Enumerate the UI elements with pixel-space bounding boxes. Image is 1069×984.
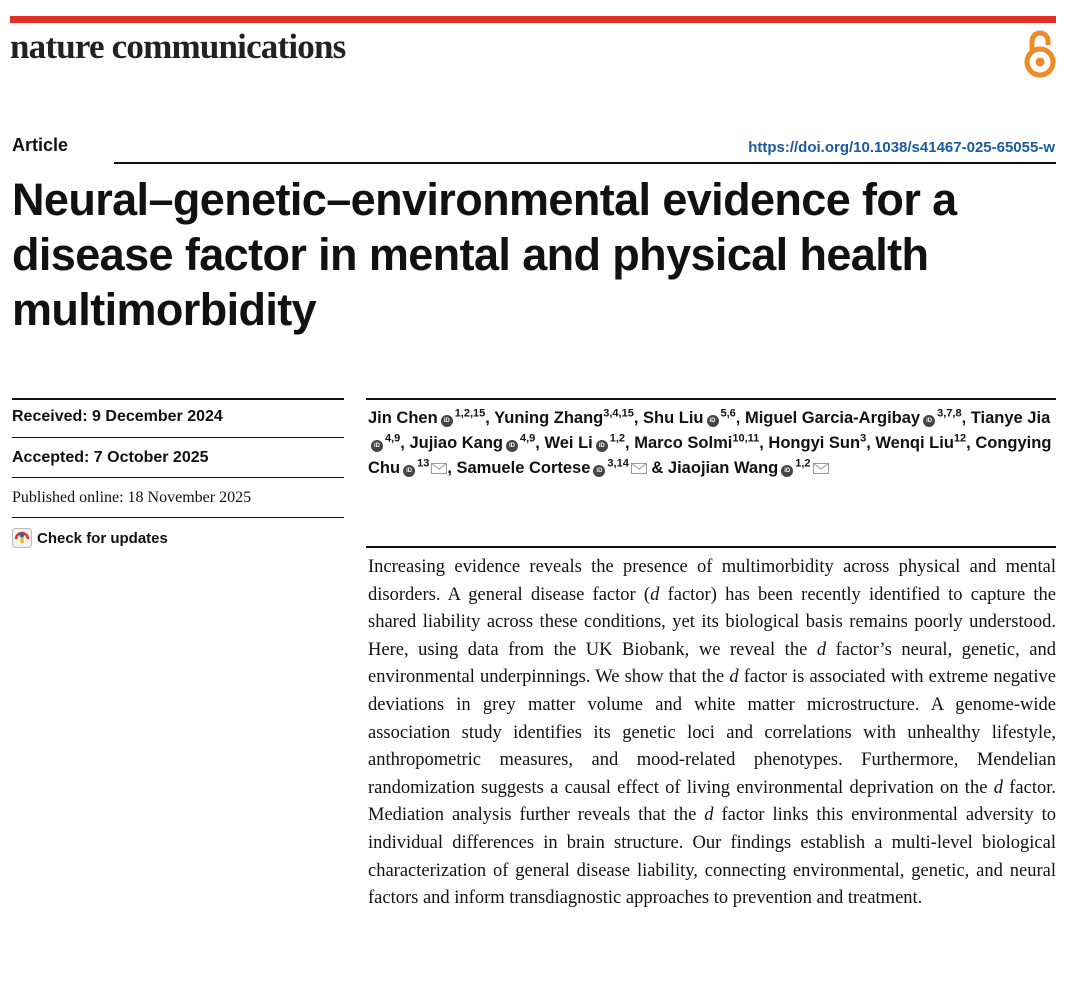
author-affiliation: 4,9 xyxy=(519,432,536,445)
orcid-icon[interactable]: iD xyxy=(403,465,415,477)
author[interactable]: Jin Chen xyxy=(368,409,438,427)
header-divider xyxy=(114,162,1056,164)
orcid-icon[interactable]: iD xyxy=(596,440,608,452)
orcid-icon[interactable]: iD xyxy=(593,465,605,477)
meta-divider xyxy=(12,517,344,518)
author-affiliation: 1,2 xyxy=(795,457,811,470)
abstract-text: factor) has been recently identified to capture the shared liability across these conditions, yet its biological basis remains poorly understood. Here, using data from the UK Biobank, we reveal the xyxy=(368,584,1056,660)
author[interactable]: Miguel Garcia-Argibay xyxy=(744,409,921,427)
author[interactable]: Hongyi Sun xyxy=(768,434,861,452)
check-updates-icon xyxy=(12,528,32,548)
abstract-italic-term: d xyxy=(650,584,660,605)
authors-divider xyxy=(366,398,1056,400)
orcid-icon[interactable]: iD xyxy=(506,440,518,452)
check-for-updates-button[interactable] xyxy=(12,528,168,548)
author-affiliation: 1,2 xyxy=(609,432,626,445)
author-affiliation: 4,9 xyxy=(385,432,401,445)
author-list: Jin Chen iD$^{1,2,15}$, Yuning Zhang$^{3,4,15}$, Shu Liu iD$^{5,6}$, Miguel Garcia-Argibay iD$^{3,7,8}$, Tianye JiaiD$^{4,9}$, Jujiao Kang iD$^{4,9}$, Wei Li iD$^{1,2}$, Marco Solmi$^{10,11}$, Hongyi Sun$^3$, Wenqi Liu$^{12}$, Congying Chu $iD^{13}$ , Samuele Cortese iD$^{3,14}$ & Jiaojian Wang iD$^{1,2}$ xyxy=(368,407,1052,477)
abstract-text: factor. Mediation analysis further reveals that the xyxy=(368,777,1056,826)
author-affiliation: 1,2,15 xyxy=(454,407,486,420)
email-icon[interactable] xyxy=(813,463,829,474)
orcid-icon[interactable]: iD xyxy=(923,415,935,427)
journal-top-bar xyxy=(10,16,1056,23)
author[interactable]: Wei Li xyxy=(544,434,593,452)
orcid-icon[interactable]: iD xyxy=(707,415,719,427)
orcid-icon[interactable]: iD xyxy=(781,465,793,477)
abstract xyxy=(368,554,1056,913)
abstract-italic-term: d xyxy=(704,805,714,826)
author-affiliation: 3 xyxy=(860,432,867,445)
author[interactable]: Yuning Zhang xyxy=(494,409,604,427)
accepted-date: Accepted: 7 October 2025 xyxy=(12,449,209,466)
email-icon[interactable] xyxy=(631,463,647,474)
author-affiliation: 12 xyxy=(953,432,967,445)
received-date: Received: 9 December 2024 xyxy=(12,408,223,425)
abstract-text: factor’s neural, genetic, and environmental underpinnings. We show that the xyxy=(368,639,1056,688)
abstract-italic-term: d xyxy=(816,639,827,660)
author[interactable]: Samuele Cortese xyxy=(456,459,591,477)
author[interactable]: Tianye Jia xyxy=(970,409,1051,427)
author-affiliation: 3,4,15 xyxy=(603,407,634,420)
author[interactable]: Wenqi Liu xyxy=(875,434,954,452)
journal-name[interactable]: nature communications xyxy=(10,27,346,66)
meta-divider xyxy=(12,477,344,478)
abstract-text: factor links this environmental adversity to individual differences in brain structure. Our findings establish a multi-level biological characterization of general disease liability, connecting environmental, genetic, and neural factors and inform transdiagnostic approaches to prevention and treatment. xyxy=(368,805,1056,909)
abstract-text: factor is associated with extreme negative deviations in grey matter volume and white matter microstructure. A genome-wide association study identifies its genetic loci and correlations with unhealthy lifestyle, anthropometric measures, and mood-related phenotypes. Furthermore, Mendelian randomization suggests a causal effect of living environmental deprivation on the xyxy=(368,667,1056,798)
abstract-italic-term: d xyxy=(729,667,739,688)
orcid-icon[interactable]: iD xyxy=(371,440,383,452)
check-updates-label: Check for updates xyxy=(37,529,168,547)
open-access-icon xyxy=(1021,28,1059,80)
meta-divider xyxy=(12,437,344,438)
abstract-text: Increasing evidence reveals the presence of multimorbidity across physical and mental disorders. A general disease factor ( xyxy=(368,557,1056,605)
author-affiliation: 3,14 xyxy=(607,457,629,470)
article-type: Article xyxy=(12,135,69,155)
author[interactable]: Jiaojian Wang xyxy=(667,459,779,477)
article-title: Neural–genetic–environmental evidence for a disease factor in mental and physical health multimorbidity xyxy=(12,174,957,335)
author-affiliation: 10,11 xyxy=(732,432,760,445)
email-icon[interactable] xyxy=(431,463,447,474)
published-date: Published online: 18 November 2025 xyxy=(12,489,252,506)
doi-link[interactable]: https://doi.org/10.1038/s41467-025-65055-w xyxy=(748,139,1055,156)
author-affiliation: 5,6 xyxy=(720,407,736,420)
orcid-icon[interactable]: iD xyxy=(441,415,453,427)
abstract-divider xyxy=(366,546,1056,548)
author-affiliation: 3,7,8 xyxy=(937,407,962,420)
author[interactable]: Shu Liu xyxy=(643,409,704,427)
author[interactable]: Congying Chu xyxy=(368,434,1052,477)
abstract-italic-term: d xyxy=(993,777,1003,798)
author[interactable]: Marco Solmi xyxy=(634,434,733,452)
author-affiliation: 13 xyxy=(417,457,430,470)
meta-divider xyxy=(12,398,344,400)
author[interactable]: Jujiao Kang xyxy=(409,434,503,452)
